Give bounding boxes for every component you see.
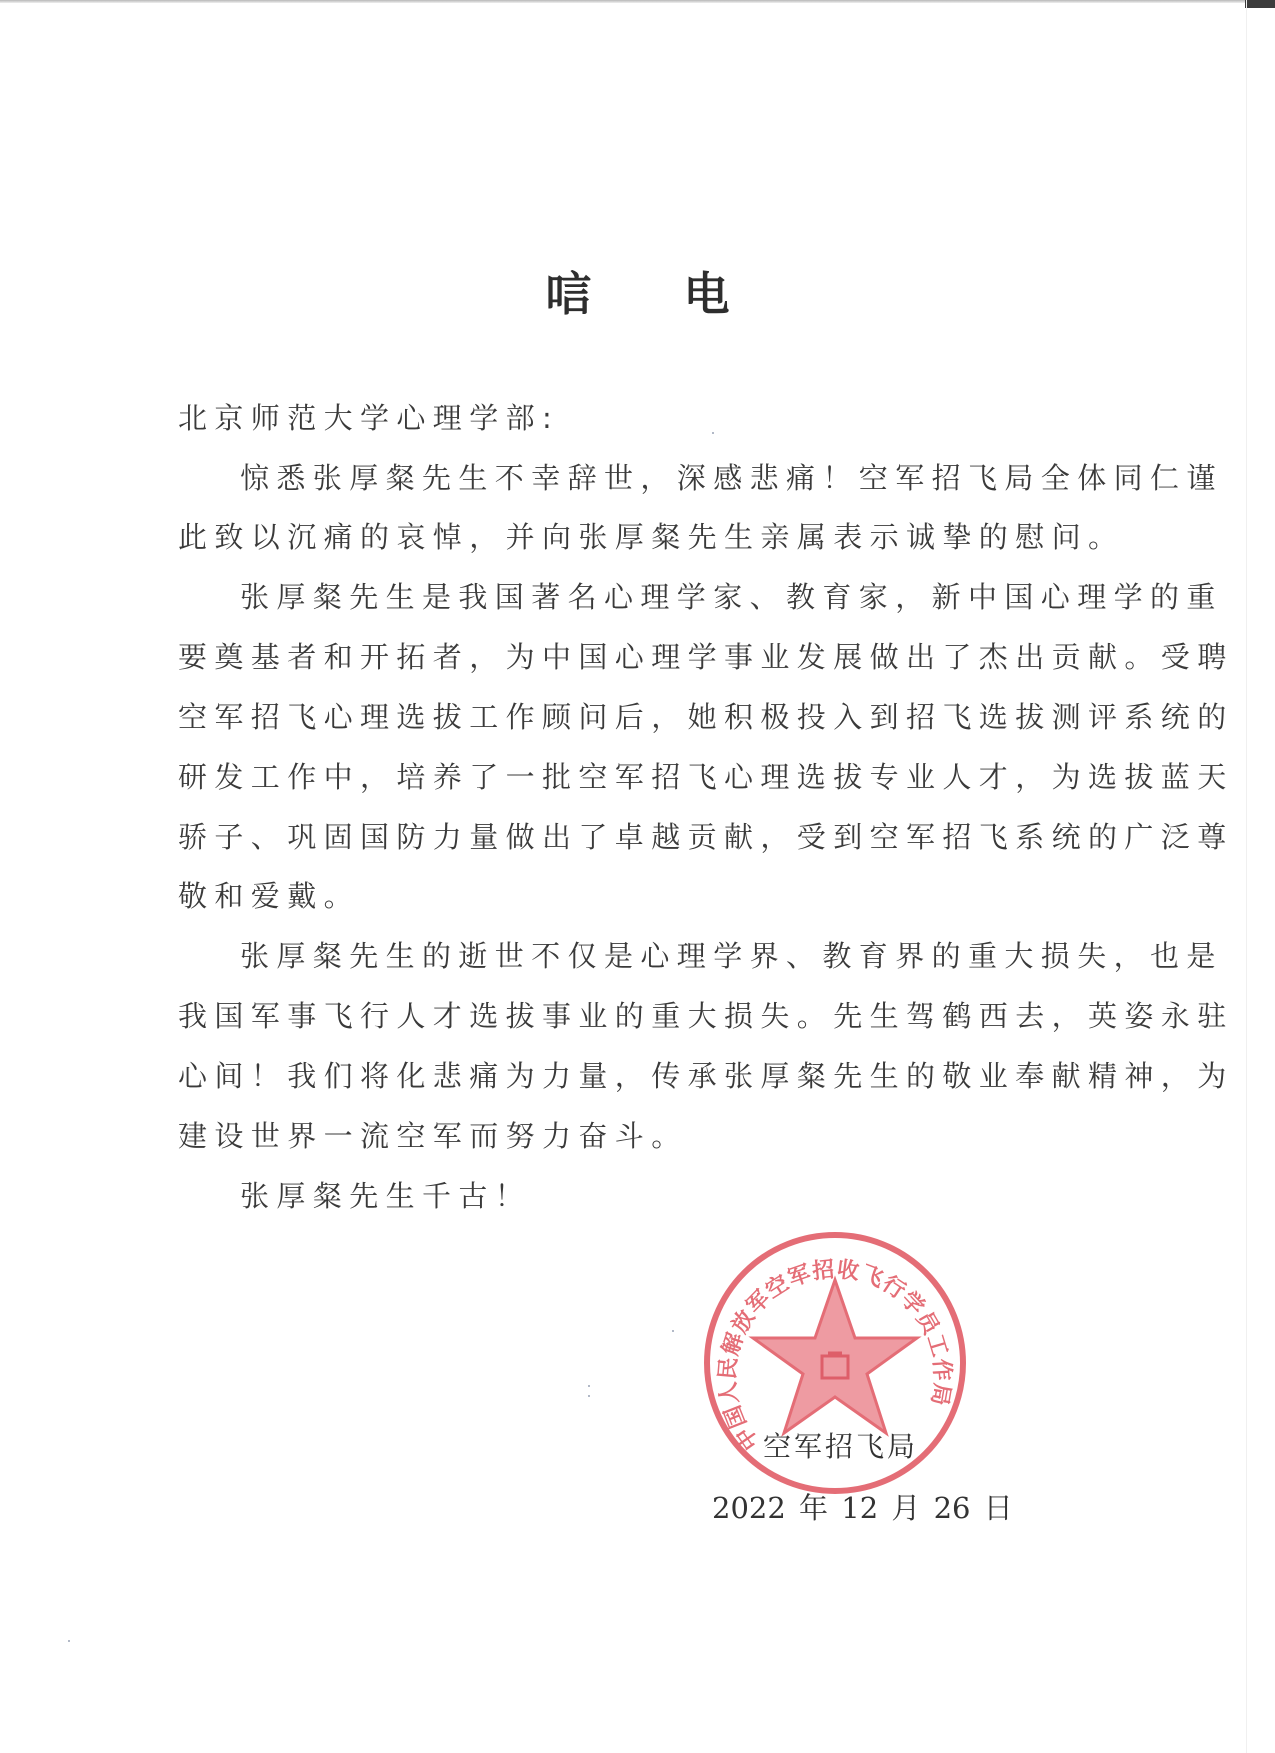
scan-speck — [588, 1385, 590, 1387]
scan-speck — [712, 432, 714, 434]
paragraph-2-line-2: 要奠基者和开拓者，为中国心理学事业发展做出了杰出贡献。受聘 — [178, 640, 1234, 674]
salutation: 北京师范大学心理学部: — [178, 401, 560, 435]
paragraph-2-line-1: 张厚粲先生是我国著名心理学家、教育家，新中国心理学的重 — [240, 580, 1223, 614]
scan-speck — [588, 1395, 590, 1397]
scan-speck — [672, 1330, 674, 1332]
paragraph-1-line-1: 惊悉张厚粲先生不幸辞世，深感悲痛！空军招飞局全体同仁谨 — [240, 461, 1223, 495]
document-date: 2022 年 12 月 26 日 — [712, 1491, 1013, 1525]
paragraph-3-line-4: 建设世界一流空军而努力奋斗。 — [178, 1119, 688, 1153]
scan-corner-artifact — [1245, 0, 1275, 8]
paragraph-3-line-1: 张厚粲先生的逝世不仅是心理学界、教育界的重大损失，也是 — [240, 939, 1223, 973]
document-title — [0, 258, 1275, 324]
paragraph-3-line-3: 心间！我们将化悲痛为力量，传承张厚粲先生的敬业奉献精神，为 — [178, 1059, 1234, 1093]
closing-line: 张厚粲先生千古！ — [240, 1179, 532, 1213]
paragraph-3-line-2: 我国军事飞行人才选拔事业的重大损失。先生驾鹤西去，英姿永驻 — [178, 999, 1234, 1033]
paragraph-2-line-4: 研发工作中，培养了一批空军招飞心理选拔专业人才，为选拔蓝天 — [178, 760, 1234, 794]
scan-speck — [68, 1640, 70, 1642]
paragraph-2-line-6: 敬和爱戴。 — [178, 879, 361, 913]
scan-top-edge — [0, 0, 1245, 3]
seal-ring-text: 中国人民解放军空军招收飞行学员工作局 — [714, 1256, 956, 1455]
paragraph-2-line-5: 骄子、巩固国防力量做出了卓越贡献，受到空军招飞系统的广泛尊 — [178, 820, 1234, 854]
title-char-2: 电 — [683, 267, 730, 321]
paragraph-1-line-2: 此致以沉痛的哀悼，并向张厚粲先生亲属表示诚挚的慰问。 — [178, 520, 1125, 554]
paragraph-2-line-3: 空军招飞心理选拔工作顾问后，她积极投入到招飞选拔测评系统的 — [178, 700, 1234, 734]
title-char-1: 唁 — [545, 267, 592, 321]
signature-organization: 空军招飞局 — [763, 1430, 919, 1463]
